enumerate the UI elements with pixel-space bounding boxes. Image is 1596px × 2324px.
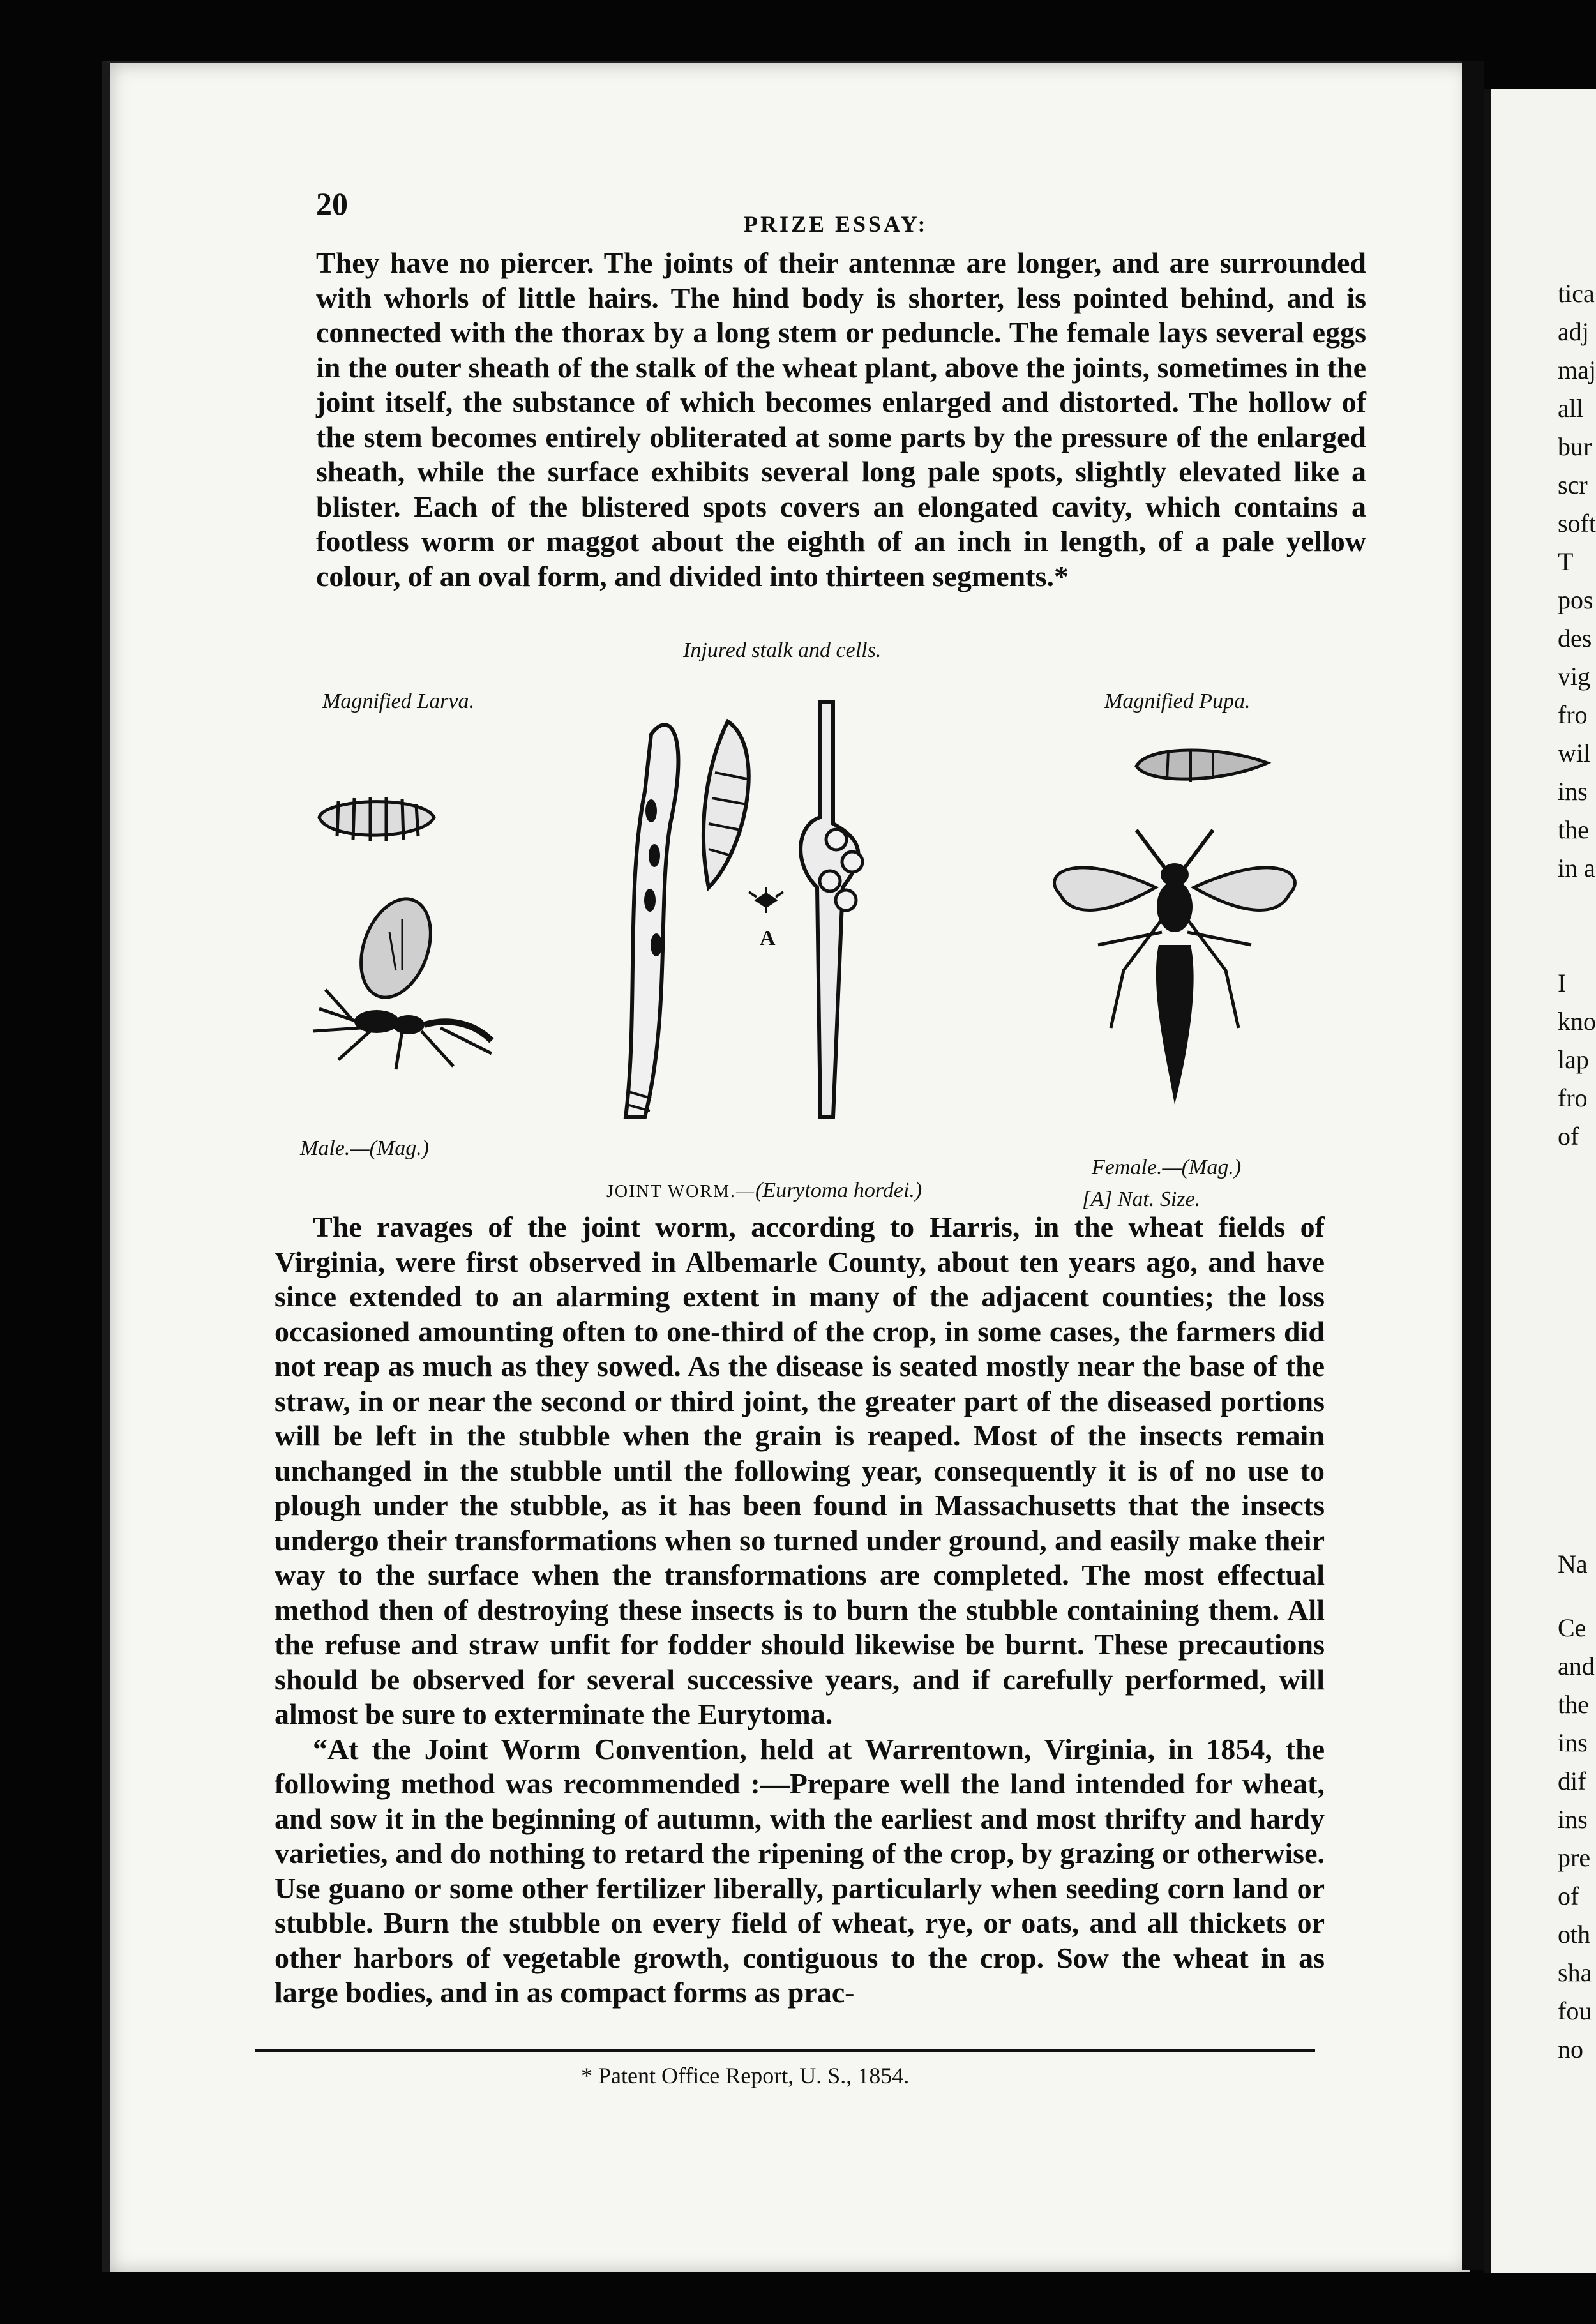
injured-stalk-caption: Injured stalk and cells. [683,638,882,662]
nat-size-marker: A [760,926,776,950]
page-number: 20 [316,186,348,222]
right-fragment: dif [1558,1767,1586,1795]
right-fragment: in a [1558,854,1595,882]
footnote-rule [255,2049,1315,2052]
paragraph-2: The ravages of the joint worm, according to Harris, in the wheat fields of Virginia, were first observed in Albemarle County, about ten years ago, and have since extended to an alarming extent in many of the adjacent counties; the loss occasioned amounting often to one-third of the crop, in some cases, the farmers did not reap as much as they sowed. As the disease is seated mostly near the base of the straw, in or near the second or third joint, the greater part of the diseased portions will be left in the stubble when the grain is reaped. Most of the insects remain unchanged in the stubble until the following year, consequently it is of no use to plough under the stubble, as it has been found in Massachusetts that the insects undergo their transformations when so turned under ground, and easily make their way to the surface when the transformations are completed. The most effectual method then of destroying these insects is to burn the stubble containing them. All the refuse and straw unfit for fodder should likewise be burnt. These precautions should be observed for several successive years, and if carefully performed, will almost be sure to exterminate the Eurytoma. [275,1211,1325,1730]
right-fragment: T [1558,547,1574,576]
pupa-caption: Magnified Pupa. [1104,690,1251,713]
right-fragment: all [1558,394,1583,423]
paragraph-2-3 [275,1210,1325,2011]
right-page-column-top [1558,275,1596,887]
female-caption: Female.—(Mag.) [1092,1156,1242,1179]
right-fragment: fou [1558,1996,1592,2025]
right-fragment: sha [1558,1958,1592,1987]
larva-caption: Magnified Larva. [322,690,474,713]
right-fragment: ins [1558,1805,1588,1834]
injured-stalk-illustration [600,696,868,1143]
figure-title-prefix: JOINT WORM.— [606,1182,755,1202]
right-fragment: the [1558,1690,1589,1719]
right-fragment: of [1558,1122,1579,1151]
right-fragment: ins [1558,777,1588,806]
right-fragment: maj [1558,356,1596,384]
paragraph-3: “At the Joint Worm Convention, held at Warrentown, Virginia, in 1854, the following method was recommended :—Prepare well the land intended for wheat, and sow it in the beginning of autumn, with the earliest and most thrifty and hardy varieties, and do nothing to retard the ripening of the crop, by grazing or otherwise. Use guano or some other fertilizer liberally, particularly when seeding corn land or stubble. Burn the stubble on every field of wheat, rye, or oats, and all thickets or other harbors of vegetable growth, contiguous to the crop. Sow the wheat in as large bodies, and in as compact forms as prac- [275,1732,1325,2009]
right-fragment: kno [1558,1007,1596,1036]
right-fragment: oth [1558,1920,1591,1949]
book-gutter [1462,61,1484,2270]
joint-worm-figure [300,638,1334,1213]
figure-title [606,1179,922,1203]
pupa-illustration [1130,734,1277,792]
right-fragment: pos [1558,585,1593,614]
right-fragment: I [1558,969,1567,997]
right-page-column-middle [1558,964,1596,1156]
right-fragment: des [1558,624,1592,653]
larva-illustration [313,785,440,856]
right-fragment: ins [1558,1728,1588,1757]
right-fragment: Na [1558,1550,1588,1578]
male-caption: Male.—(Mag.) [300,1136,430,1160]
female-insect-illustration [1034,824,1315,1130]
right-fragment: fro [1558,700,1588,729]
right-fragment: and [1558,1652,1595,1680]
right-fragment: tica [1558,279,1595,308]
running-head: PRIZE ESSAY: [744,211,928,237]
right-fragment: of [1558,1882,1579,1910]
right-fragment: no [1558,2035,1583,2064]
right-fragment: the [1558,815,1589,844]
right-fragment: soft [1558,509,1596,538]
right-fragment: wil [1558,739,1591,767]
male-insect-illustration [300,894,530,1073]
paragraph-1: They have no piercer. The joints of their antennæ are longer, and are surrounded with whorls of little hairs. The hind body is shorter, less pointed behind, and is connected with the thorax by a long stem or peduncle. The female lays several eggs in the outer sheath of the stalk of the wheat plant, above the joints, sometimes in the joint itself, the substance of which becomes enlarged and distorted. The hollow of the stem becomes entirely obliterated at some parts by the pressure of the enlarged sheath, while the surface exhibits several long pale spots, slightly elevated like a blister. Each of the blistered spots covers an elongated cavity, which contains a footless worm or maggot about the eighth of an inch in length, of a pale yellow colour, of an oval form, and divided into thirteen segments.* [316,246,1366,592]
right-fragment: adj [1558,317,1589,346]
right-fragment: bur [1558,432,1592,461]
footnote: * Patent Office Report, U. S., 1854. [581,2063,910,2088]
figure-title-species: (Eurytoma hordei.) [755,1179,922,1202]
right-fragment: pre [1558,1843,1591,1872]
right-fragment: lap [1558,1045,1589,1074]
right-fragment: scr [1558,471,1588,499]
nat-size-caption: [A] Nat. Size. [1082,1188,1201,1211]
right-page-column-bottom [1558,1545,1596,2069]
right-fragment: Ce [1558,1613,1586,1642]
right-fragment: vig [1558,662,1591,691]
page-header [316,185,1376,237]
right-fragment: fro [1558,1083,1588,1112]
